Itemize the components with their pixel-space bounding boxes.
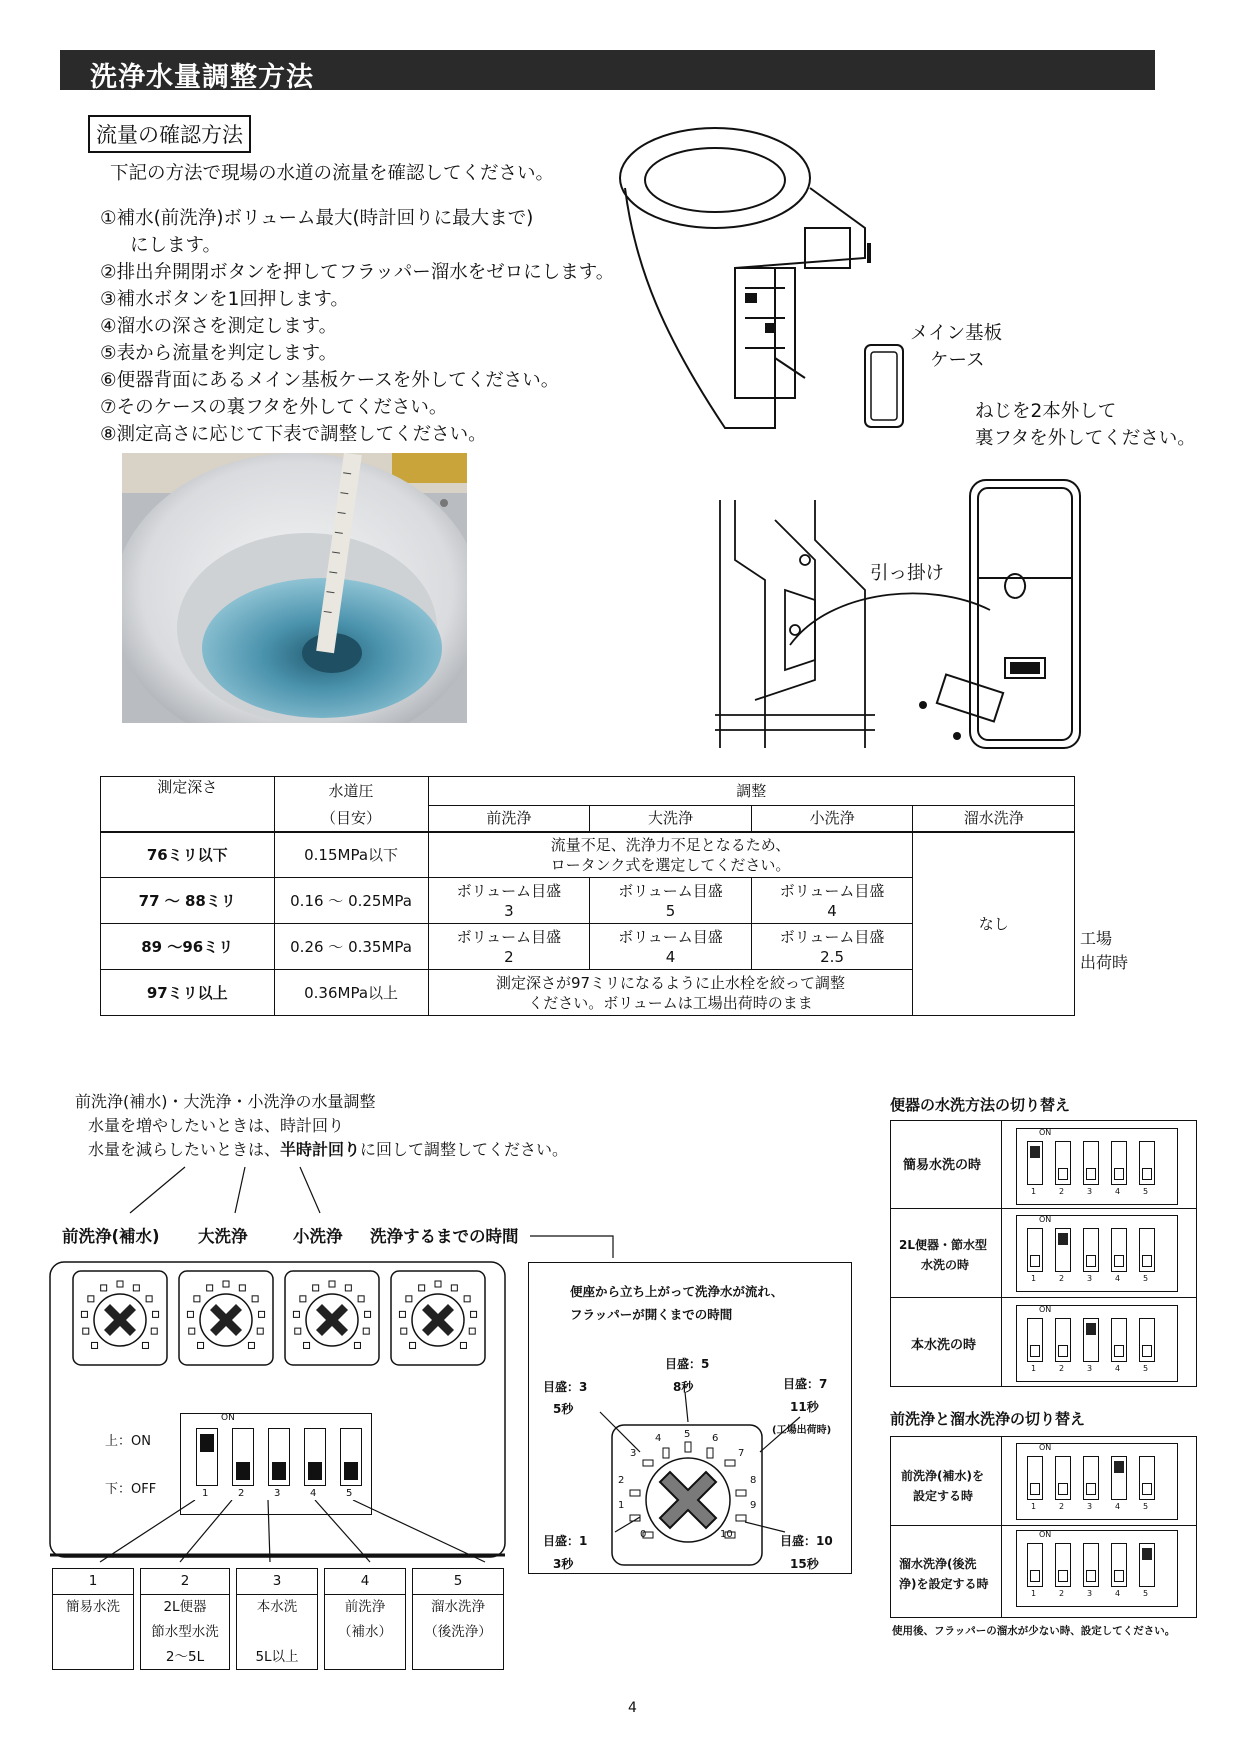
section-heading-flow: 流量の確認方法 [88, 115, 251, 153]
dip-number-5: 5 [1143, 1502, 1149, 1511]
step-2: ②排出弁開閉ボタンを押してフラッパー溜水をゼロにします。 [100, 262, 615, 283]
dip-toggle-3 [1083, 1228, 1099, 1272]
dip-desc-1 [52, 1568, 134, 1670]
dip-number-5: 5 [1143, 1364, 1149, 1373]
dip-desc-num: 1 [53, 1569, 133, 1595]
pointer-lines [120, 1165, 360, 1215]
dip-toggle-2[interactable] [232, 1428, 254, 1486]
dip-desc-num: 5 [413, 1569, 503, 1595]
vol-value: 2 [504, 947, 514, 966]
label-small: 小洗浄 [293, 1227, 343, 1246]
dip-desc-line: 簡易水洗 [66, 1599, 120, 1615]
dip-desc-2 [140, 1568, 230, 1670]
dip-number-2: 2 [1059, 1364, 1065, 1373]
dial-number-7: 7 [738, 1448, 745, 1459]
dip-on-label: ON [1039, 1443, 1052, 1452]
dip-desc-line: 2L便器 [163, 1599, 207, 1615]
adjust-line-3c: に回して調整してください。 [360, 1140, 569, 1159]
timing-m3: 目盛：3 [543, 1380, 588, 1394]
dial-number-0: 0 [640, 1529, 647, 1540]
cell-depth: 97ミリ以上 [101, 970, 275, 1016]
step-7: ⑦そのケースの裏フタを外してください。 [100, 397, 448, 418]
dip-number-4: 4 [1115, 1274, 1121, 1283]
dip-toggle-2 [1055, 1456, 1071, 1500]
usage-note: 使用後、フラッパーの溜水が少ない時、設定してください。 [892, 1625, 1176, 1637]
dip-number-2: 2 [1059, 1589, 1065, 1598]
cell-pressure: 0.15MPa以下 [274, 832, 428, 878]
dip-toggle-2 [1055, 1318, 1071, 1362]
vol-value: 3 [504, 901, 514, 920]
main-board-case-drawing [860, 340, 910, 435]
dip-leader-lines [95, 1500, 505, 1565]
vol-label: ボリューム目盛 [779, 927, 885, 946]
step-1-cont: にします。 [130, 235, 222, 256]
merged-line-2: ロータンク式を選定してください。 [550, 855, 791, 874]
timing-t5: 8秒 [673, 1380, 694, 1394]
dip-desc-line: 本水洗 [256, 1599, 298, 1615]
adjust-line-3a: 水量を減らしたいときは、 [88, 1140, 281, 1159]
dip-number-2: 2 [1059, 1187, 1065, 1196]
dip-number-1: 1 [1031, 1187, 1037, 1196]
timing-leader-lines [585, 1392, 825, 1542]
dip-desc-3 [236, 1568, 318, 1670]
factory-label-2: 出荷時 [1080, 953, 1129, 972]
dip-toggle-4 [1111, 1228, 1127, 1272]
dip-desc-line: 前洗浄 [344, 1599, 386, 1615]
cell-small [751, 878, 913, 924]
cell-small [751, 924, 913, 970]
dip-number-1: 1 [1031, 1589, 1037, 1598]
dip-toggle-2 [1055, 1543, 1071, 1587]
vol-label: ボリューム目盛 [456, 927, 562, 946]
mode-pre-2: 設定する時 [913, 1489, 974, 1503]
dip-on-label: ON [1039, 1215, 1052, 1224]
vol-value: 5 [665, 901, 676, 920]
dip-2l-diagram [1016, 1215, 1178, 1292]
step-8: ⑧測定高さに応じて下表で調整してください。 [100, 424, 487, 445]
dial-number-8: 8 [750, 1475, 757, 1486]
dial-time[interactable] [388, 1268, 488, 1368]
dip-number-2: 2 [1059, 1274, 1065, 1283]
timing-desc-2: フラッパーが開くまでの時間 [570, 1307, 733, 1322]
timing-desc-1: 便座から立ち上がって洗浄水が流れ、 [570, 1284, 784, 1299]
cell-tamari: なし [913, 832, 1075, 1016]
label-screw-2: 裏フタを外してください。 [975, 428, 1196, 449]
dip-toggle-3 [1083, 1543, 1099, 1587]
mode-tamari-2: 浄)を設定する時 [899, 1577, 989, 1591]
adjust-line-2: 水量を増やしたいときは、時計回り [88, 1116, 345, 1135]
timing-t7-note: (工場出荷時) [772, 1425, 832, 1436]
dip-toggle-4 [1111, 1318, 1127, 1362]
dip-number-5: 5 [346, 1488, 353, 1499]
cell-depth: 77 ～ 88ミリ [101, 878, 275, 924]
dip-number-3: 3 [1087, 1589, 1093, 1598]
dial-number-4: 4 [655, 1433, 662, 1444]
heading-pre-tamari: 前洗浄と溜水洗浄の切り替え [890, 1410, 1086, 1428]
dial-number-1: 1 [618, 1500, 625, 1511]
dip-number-1: 1 [1031, 1364, 1037, 1373]
cell-merged [428, 832, 913, 878]
cell-large [590, 878, 752, 924]
adjustment-table [100, 776, 1075, 1016]
dip-on-label: ON [1039, 1305, 1052, 1314]
dip-toggle-5 [1139, 1456, 1155, 1500]
dip-toggle-2 [1055, 1141, 1071, 1185]
cell-pre [428, 924, 590, 970]
merged-line-1: 測定深さが97ミリになるように止水栓を絞って調整 [495, 973, 846, 992]
dip-toggle-5 [1139, 1543, 1155, 1587]
dip-number-2: 2 [1059, 1502, 1065, 1511]
mode-pre-1: 前洗浄(補水)を [901, 1469, 984, 1483]
dip-number-3: 3 [1087, 1502, 1093, 1511]
intro-text: 下記の方法で現場の水道の流量を確認してください。 [110, 163, 555, 184]
dip-toggle-4 [1111, 1141, 1127, 1185]
dip-on-label: ON [221, 1413, 235, 1423]
dip-number-4: 4 [1115, 1589, 1121, 1598]
label-pre: 前洗浄(補水) [62, 1227, 160, 1246]
adjust-line-1: 前洗浄(補水)・大洗浄・小洗浄の水量調整 [75, 1092, 376, 1111]
label-down-off: 下：OFF [105, 1482, 157, 1497]
dip-toggle-3 [1083, 1141, 1099, 1185]
cell-merged [428, 970, 913, 1016]
dial-number-9: 9 [750, 1500, 757, 1511]
merged-line-2: ください。ボリュームは工場出荷時のまま [528, 993, 813, 1012]
dip-desc-4 [324, 1568, 406, 1670]
cell-depth: 76ミリ以下 [101, 832, 275, 878]
adjust-line-3b: 半時計回り [280, 1140, 361, 1159]
timing-m7: 目盛：7 [783, 1377, 828, 1391]
header-large: 大洗浄 [590, 806, 752, 832]
dip-number-4: 4 [310, 1488, 317, 1499]
dip-number-2: 2 [238, 1488, 245, 1499]
vol-value: 2.5 [820, 947, 844, 966]
header-tamari: 溜水洗浄 [913, 806, 1075, 832]
mode-2l-2: 水洗の時 [921, 1258, 970, 1272]
dip-main-diagram [1016, 1305, 1178, 1382]
label-main-board: メイン基板 [910, 323, 1003, 344]
dip-toggle-4[interactable] [304, 1428, 326, 1486]
dip-desc-line: （後洗浄） [424, 1624, 492, 1640]
step-4: ④溜水の深さを測定します。 [100, 316, 338, 337]
dip-toggle-1 [1027, 1141, 1043, 1185]
step-1: ①補水(前洗浄)ボリューム最大(時計回りに最大まで) [100, 208, 534, 229]
header-pressure-2: （目安） [274, 806, 428, 832]
dial-number-3: 3 [630, 1448, 637, 1459]
dip-toggle-1 [1027, 1318, 1043, 1362]
dip-desc-line: 溜水洗浄 [431, 1599, 485, 1615]
dial-number-6: 6 [712, 1433, 719, 1444]
cell-pressure: 0.26 ～ 0.35MPa [274, 924, 428, 970]
dip-desc-num: 4 [325, 1569, 405, 1595]
mode-tamari-1: 溜水洗浄(後洗 [899, 1557, 977, 1571]
mode-simple: 簡易水洗の時 [903, 1158, 982, 1173]
dip-number-3: 3 [1087, 1274, 1093, 1283]
label-up-on: 上：ON [105, 1434, 151, 1449]
timing-t10: 15秒 [790, 1557, 819, 1571]
dip-number-3: 3 [274, 1488, 281, 1499]
dip-toggle-4 [1111, 1456, 1127, 1500]
dial-large[interactable] [176, 1268, 276, 1368]
step-5: ⑤表から流量を判定します。 [100, 343, 338, 364]
dip-desc-line: 5L以上 [255, 1649, 299, 1665]
dip-on-label: ON [1039, 1530, 1052, 1539]
table-row [101, 832, 1075, 878]
timing-t3: 5秒 [553, 1402, 574, 1416]
dip-desc-line: 2～5L [165, 1649, 205, 1665]
label-screw-1: ねじを2本外して [975, 401, 1117, 422]
merged-line-1: 流量不足、洗浄力不足となるため、 [550, 835, 791, 854]
cell-large [590, 924, 752, 970]
dip-toggle-5 [1139, 1228, 1155, 1272]
dip-simple-diagram [1016, 1128, 1178, 1205]
mode-2l-1: 2L便器・節水型 [899, 1238, 987, 1252]
page-title: 洗浄水量調整方法 [90, 62, 314, 93]
dip-toggle-3[interactable] [268, 1428, 290, 1486]
dip-number-1: 1 [1031, 1502, 1037, 1511]
cell-pressure: 0.16 ～ 0.25MPa [274, 878, 428, 924]
header-pressure-1: 水道圧 [274, 777, 428, 806]
dip-toggle-1 [1027, 1456, 1043, 1500]
label-time: 洗浄するまでの時間 [370, 1227, 519, 1246]
dip-desc-line: 節水型水洗 [151, 1624, 219, 1640]
dial-number-5: 5 [684, 1429, 691, 1440]
dip-number-4: 4 [1115, 1502, 1121, 1511]
vol-label: ボリューム目盛 [456, 881, 562, 900]
dip-toggle-1 [1027, 1228, 1043, 1272]
dip-toggle-1[interactable] [196, 1428, 218, 1486]
header-small: 小洗浄 [751, 806, 913, 832]
dip-toggle-3 [1083, 1456, 1099, 1500]
dip-toggle-3 [1083, 1318, 1099, 1362]
dip-toggle-1 [1027, 1543, 1043, 1587]
timing-m1: 目盛：1 [543, 1534, 588, 1548]
back-cover-drawing [905, 478, 1085, 753]
dip-number-4: 4 [1115, 1364, 1121, 1373]
dip-desc-num: 3 [237, 1569, 317, 1595]
timing-t7: 11秒 [790, 1400, 819, 1414]
factory-label-1: 工場 [1080, 929, 1113, 948]
dial-number-2: 2 [618, 1475, 625, 1486]
dip-number-5: 5 [1143, 1274, 1149, 1283]
cell-depth: 89 ～96ミリ [101, 924, 275, 970]
header-adjust: 調整 [428, 777, 1074, 806]
dip-on-label: ON [1039, 1128, 1052, 1137]
label-large: 大洗浄 [198, 1227, 248, 1246]
dip-number-1: 1 [1031, 1274, 1037, 1283]
dip-number-3: 3 [1087, 1364, 1093, 1373]
cell-pressure: 0.36MPa以上 [274, 970, 428, 1016]
dip-number-3: 3 [1087, 1187, 1093, 1196]
vol-value: 4 [665, 947, 676, 966]
header-depth: 測定深さ [101, 777, 275, 832]
step-6: ⑥便器背面にあるメイン基板ケースを外してください。 [100, 370, 560, 391]
vol-label: ボリューム目盛 [618, 881, 723, 900]
page-number: 4 [628, 1700, 637, 1716]
dial-small[interactable] [282, 1268, 382, 1368]
vol-label: ボリューム目盛 [779, 881, 885, 900]
dip-desc-line: （補水） [338, 1624, 392, 1640]
label-case: ケース [930, 350, 985, 371]
dip-toggle-5 [1139, 1318, 1155, 1362]
dial-number-10: 10 [720, 1529, 733, 1540]
timing-m10: 目盛：10 [780, 1534, 833, 1548]
vol-label: ボリューム目盛 [618, 927, 723, 946]
dip-toggle-5[interactable] [340, 1428, 362, 1486]
dip-toggle-2 [1055, 1228, 1071, 1272]
adjust-line-3 [88, 1136, 568, 1163]
dip-toggle-4 [1111, 1543, 1127, 1587]
label-hook: 引っ掛け [870, 563, 945, 584]
header-pre: 前洗浄 [428, 806, 590, 832]
dip-number-1: 1 [202, 1488, 209, 1499]
dip-number-4: 4 [1115, 1187, 1121, 1196]
dip-desc-5 [412, 1568, 504, 1670]
dip-number-5: 5 [1143, 1589, 1149, 1598]
timing-m5: 目盛：5 [665, 1357, 710, 1371]
dip-tamari-diagram [1016, 1530, 1178, 1607]
dip-desc-num: 2 [141, 1569, 229, 1595]
dip-number-5: 5 [1143, 1187, 1149, 1196]
measurement-photo [122, 453, 467, 723]
step-3: ③補水ボタンを1回押します。 [100, 289, 349, 310]
vol-value: 4 [827, 901, 837, 920]
timing-t1: 3秒 [553, 1557, 574, 1571]
cell-pre [428, 878, 590, 924]
dip-pre-diagram [1016, 1443, 1178, 1520]
dial-pre[interactable] [70, 1268, 170, 1368]
mode-main: 本水洗の時 [911, 1338, 977, 1353]
time-connector [530, 1226, 620, 1258]
dip-toggle-5 [1139, 1141, 1155, 1185]
heading-flush-mode: 便器の水洗方法の切り替え [890, 1096, 1071, 1114]
